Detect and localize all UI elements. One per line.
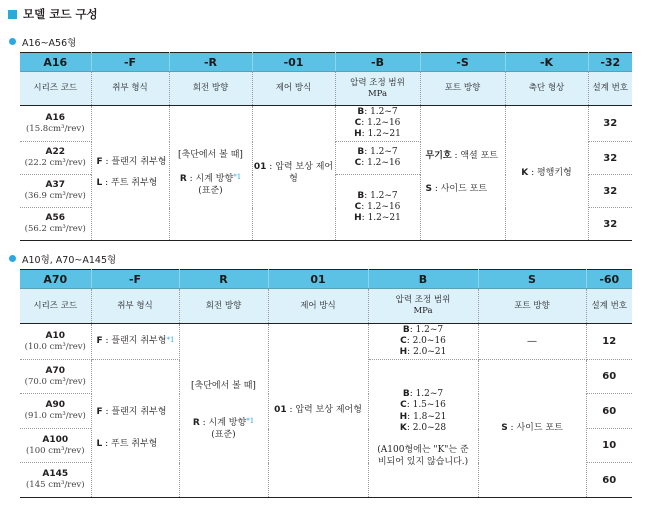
code-port: -S xyxy=(420,53,505,72)
model-cell xyxy=(20,463,91,498)
model-name: A70 xyxy=(45,365,65,376)
range-key: H xyxy=(354,129,362,140)
model-name: A56 xyxy=(45,213,65,224)
label-mount: 취부 형식 xyxy=(91,289,179,324)
shaft-key: K xyxy=(521,167,529,178)
range-value: : 1.2~21 xyxy=(361,129,401,140)
subtitle-1 xyxy=(22,35,76,49)
range-value: : 1.2~7 xyxy=(409,389,444,400)
code-pressure: -B xyxy=(335,53,420,72)
code-port: S xyxy=(478,270,586,289)
code-header-row xyxy=(20,270,632,289)
model-displacement: (145 cm³/rev) xyxy=(25,480,85,491)
model-cell xyxy=(20,142,91,175)
control-key: 01 xyxy=(253,161,267,172)
model-code-table-2 xyxy=(20,269,632,498)
code-series: A70 xyxy=(20,270,91,289)
control-options xyxy=(268,324,368,498)
model-name: A90 xyxy=(45,400,65,411)
range-key: B xyxy=(402,324,410,335)
model-cell xyxy=(20,106,91,142)
code-rotation: -R xyxy=(169,53,252,72)
design-number: 60 xyxy=(586,463,632,498)
mount-desc: : 플랜지 취부형 xyxy=(102,336,167,347)
subtitle-2 xyxy=(22,252,116,266)
label-control: 제어 방식 xyxy=(268,289,368,324)
model-name: A100 xyxy=(42,434,69,445)
rotation-desc: : 시계 방향 xyxy=(186,174,234,184)
label-port: 포트 방향 xyxy=(420,72,505,106)
code-pressure: B xyxy=(368,270,478,289)
control-key: 01 xyxy=(274,405,287,416)
range-value: : 1.2~16 xyxy=(361,158,401,168)
model-displacement: (22.2 cm³/rev) xyxy=(24,158,86,169)
pressure-range-cell xyxy=(368,360,478,498)
label-rotation: 회전 방향 xyxy=(179,289,268,324)
subtitle-1-text: A16~A56형 xyxy=(22,38,77,49)
rotation-note: [축단에서 볼 때] xyxy=(178,149,243,160)
label-shaft: 축단 형상 xyxy=(505,72,588,106)
mount-key: F xyxy=(96,336,103,347)
mount-key: L xyxy=(96,178,103,189)
design-number: 60 xyxy=(586,394,632,429)
model-cell xyxy=(20,324,91,360)
code-series: A16 xyxy=(20,53,91,72)
range-key: C xyxy=(354,117,362,128)
range-value: : 1.2~16 xyxy=(361,117,401,128)
design-number: 32 xyxy=(588,208,632,241)
model-name: A16 xyxy=(45,112,65,123)
port-desc: : 사이드 포트 xyxy=(507,423,563,434)
range-key: C xyxy=(354,201,362,212)
range-key: H xyxy=(354,213,362,224)
range-value: : 1.2~7 xyxy=(364,106,398,117)
range-value: : 1.2~21 xyxy=(361,213,401,224)
design-number: 32 xyxy=(588,142,632,175)
model-name: A22 xyxy=(45,147,65,158)
design-number: 32 xyxy=(588,175,632,208)
range-value: : 1.2~16 xyxy=(361,201,401,212)
port-options xyxy=(420,106,505,241)
port-option-a10: — xyxy=(478,324,586,360)
label-rotation: 회전 방향 xyxy=(169,72,252,106)
model-code-table-1 xyxy=(20,52,632,241)
control-desc: : 압력 보상 제어형 xyxy=(266,161,334,184)
range-value: : 1.2~7 xyxy=(364,190,398,201)
model-displacement: (70.0 cm³/rev) xyxy=(24,376,86,387)
port-key: S xyxy=(425,183,432,194)
port-key: 무기호 xyxy=(425,151,452,162)
rotation-key: R xyxy=(179,174,187,184)
model-displacement: (36.9 cm³/rev) xyxy=(24,191,86,202)
design-number: 60 xyxy=(586,360,632,394)
range-value: : 1.8~21 xyxy=(407,411,447,422)
control-desc: : 압력 보상 제어형 xyxy=(286,405,362,416)
label-pressure-unit: MPa xyxy=(413,306,433,316)
code-control: -01 xyxy=(252,53,335,72)
range-key: B xyxy=(357,106,365,117)
range-note: (A100형에는 "K"는 준비되어 있지 않습니다.) xyxy=(377,445,469,467)
port-options xyxy=(478,360,586,498)
range-key: B xyxy=(402,389,410,400)
code-design: -32 xyxy=(588,53,632,72)
label-control: 제어 방식 xyxy=(252,72,335,106)
range-key: B xyxy=(357,146,365,157)
rotation-standard: (표준) xyxy=(211,429,236,440)
mount-desc: : 푸트 취부형 xyxy=(102,439,158,450)
range-value: : 2.0~21 xyxy=(407,347,447,358)
pressure-range-cell xyxy=(335,142,420,175)
rotation-options xyxy=(179,324,268,498)
model-cell xyxy=(20,394,91,429)
design-number: 10 xyxy=(586,429,632,463)
bullet-icon xyxy=(9,38,16,45)
model-displacement: (100 cm³/rev) xyxy=(25,445,85,456)
mount-desc: : 플랜지 취부형 xyxy=(102,156,167,167)
footnote-mark: *1 xyxy=(246,416,255,425)
rotation-note: [축단에서 볼 때] xyxy=(191,381,256,392)
model-name: A10 xyxy=(45,330,65,341)
port-key: S xyxy=(501,423,508,434)
label-pressure xyxy=(368,289,478,324)
code-design: -60 xyxy=(586,270,632,289)
design-number: 32 xyxy=(588,106,632,142)
label-pressure-unit: MPa xyxy=(367,88,388,99)
shaft-options xyxy=(505,106,588,241)
model-displacement: (56.2 cm³/rev) xyxy=(24,224,86,235)
label-pressure xyxy=(335,72,420,106)
label-pressure-text: 압력 조정 범위 xyxy=(350,77,405,88)
range-key: C xyxy=(400,400,407,411)
bullet-icon xyxy=(9,255,16,262)
shaft-desc: : 평행키형 xyxy=(528,167,572,178)
rotation-standard: (표준) xyxy=(198,186,223,197)
model-cell xyxy=(20,429,91,463)
model-displacement: (15.8cm³/rev) xyxy=(25,123,85,134)
mount-key: L xyxy=(96,439,103,450)
label-design: 설계 번호 xyxy=(588,72,632,106)
range-key: H xyxy=(399,411,408,422)
model-displacement: (10.0 cm³/rev) xyxy=(24,341,86,352)
page-title-text: 모델 코드 구성 xyxy=(23,7,98,21)
range-key: B xyxy=(357,190,365,201)
label-series: 시리즈 코드 xyxy=(20,72,91,106)
code-mount: -F xyxy=(91,53,169,72)
rotation-desc: : 시계 방향 xyxy=(199,417,247,428)
mount-desc: : 플랜지 취부형 xyxy=(102,406,167,417)
mount-key: F xyxy=(96,406,103,417)
model-name: A37 xyxy=(45,180,65,191)
label-header-row xyxy=(20,72,632,106)
mount-key: F xyxy=(96,156,103,167)
model-name: A145 xyxy=(42,469,69,480)
port-desc: : 사이드 포트 xyxy=(431,183,488,194)
pressure-range-cell xyxy=(335,106,420,142)
footnote-mark: *1 xyxy=(233,173,242,181)
range-key: H xyxy=(399,347,408,358)
range-value: : 1.2~7 xyxy=(409,324,444,335)
subtitle-2-text: A10형, A70~A145형 xyxy=(22,255,117,266)
design-number: 12 xyxy=(586,324,632,360)
code-mount: -F xyxy=(91,270,179,289)
title-square-icon xyxy=(8,10,17,19)
label-mount: 취부 형식 xyxy=(91,72,169,106)
range-value: : 2.0~28 xyxy=(406,422,447,433)
rotation-key: R xyxy=(192,417,200,428)
table-row xyxy=(20,106,632,142)
mount-option-a10 xyxy=(91,324,179,360)
pressure-range-cell xyxy=(368,324,478,360)
model-cell xyxy=(20,175,91,208)
model-cell xyxy=(20,360,91,394)
mount-options xyxy=(91,106,169,241)
footnote-mark: *1 xyxy=(166,336,175,345)
label-series: 시리즈 코드 xyxy=(20,289,91,324)
mount-desc: : 푸트 취부형 xyxy=(102,178,158,189)
rotation-options xyxy=(169,106,252,241)
model-displacement: (91.0 cm³/rev) xyxy=(24,411,86,422)
port-desc: : 액셜 포트 xyxy=(451,151,498,162)
control-options xyxy=(252,106,335,241)
range-key: C xyxy=(400,335,407,346)
code-rotation: R xyxy=(179,270,268,289)
range-value: : 1.2~7 xyxy=(364,146,398,157)
page-title xyxy=(8,6,98,22)
table-row xyxy=(20,324,632,360)
pressure-range-cell xyxy=(335,175,420,241)
range-key: C xyxy=(354,158,362,168)
label-design: 설계 번호 xyxy=(586,289,632,324)
mount-options xyxy=(91,360,179,498)
code-shaft: -K xyxy=(505,53,588,72)
code-header-row xyxy=(20,53,632,72)
range-value: : 1.5~16 xyxy=(406,400,446,411)
label-header-row xyxy=(20,289,632,324)
code-control: 01 xyxy=(268,270,368,289)
model-cell xyxy=(20,208,91,241)
range-key: K xyxy=(399,422,407,433)
label-port: 포트 방향 xyxy=(478,289,586,324)
range-value: : 2.0~16 xyxy=(406,335,446,346)
label-pressure-text: 압력 조정 범위 xyxy=(395,295,451,306)
